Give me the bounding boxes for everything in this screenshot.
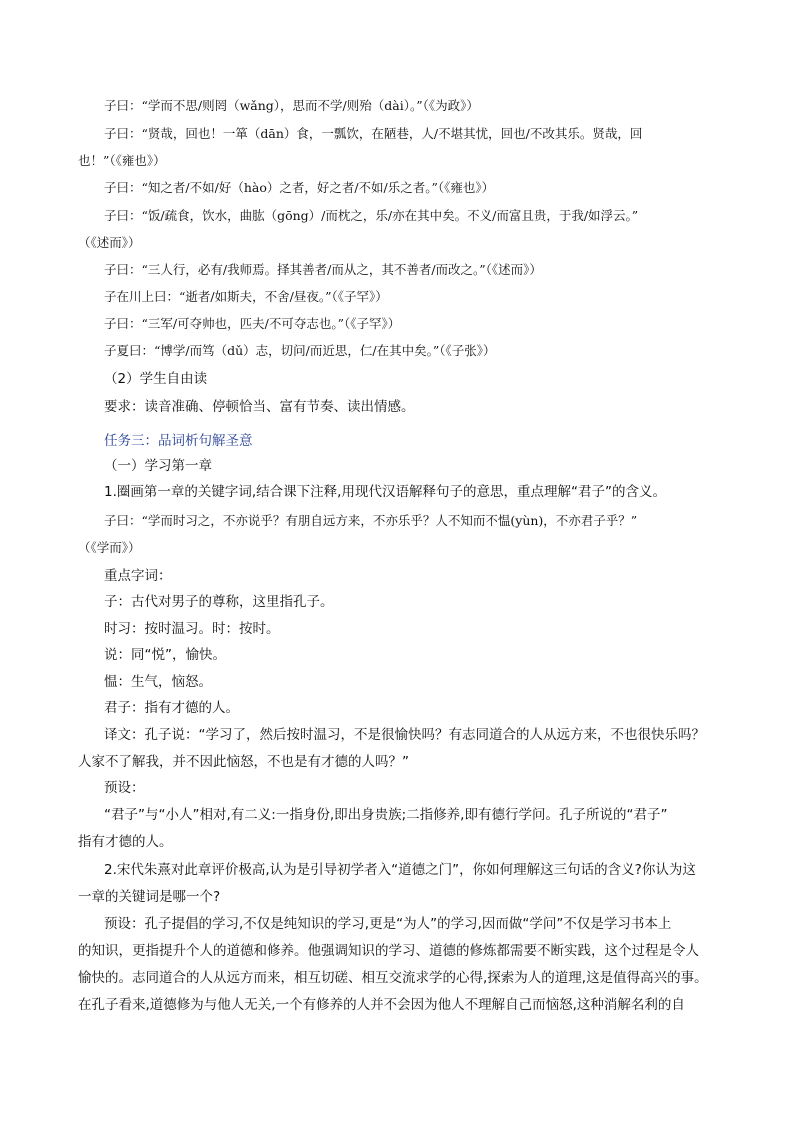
task-title: 任务三：品词析句解圣意 (104, 433, 253, 449)
key-word-item: 愠：生气，恼怒。 (104, 674, 212, 690)
preset-2-line-2: 的知识，更指提升个人的道德和修养。他强调知识的学习、道德的修炼都需要不断实践，这个过程是令人 (78, 943, 699, 959)
chapter-1-quote-line-2: （《学而》） (78, 540, 141, 555)
quote-line-4: 子曰：“知之者/不如/好（hào）之者，好之者/不如/乐之者。”（《雍也》） (104, 180, 495, 195)
question-1: 1.圈画第一章的关键字词,结合课下注释,用现代汉语解释句子的意思，重点理解“君子”的含义。 (104, 484, 666, 500)
question-2-line-1: 2.宋代朱熹对此章评价极高,认为是引导初学者入“道德之门”，你如何理解这三句话的含义?你认为这 (104, 862, 696, 878)
key-words-title: 重点字词： (104, 568, 172, 584)
preset-2-line-4: 在孔子看来,道德修为与他人无关,一个有修养的人并不会因为他人不理解自己而恼怒,这种消解名利的自 (78, 997, 685, 1013)
key-word-item: 子：古代对男子的尊称，这里指孔子。 (104, 594, 334, 610)
quote-line-1: 子曰：“学而不思/则罔（wǎng），思而不学/则殆（dài）。”（《为政》） (104, 98, 479, 113)
preset-1-line-2: 指有才德的人。 (78, 834, 173, 850)
key-word-item: 时习：按时温习。时：按时。 (104, 621, 280, 637)
sub-section-title: （一）学习第一章 (104, 458, 212, 474)
preset-1-label: 预设： (104, 780, 145, 796)
quote-line-8: 子在川上曰：“逝者/如斯夫，不舍/昼夜。”（《子罕》） (104, 289, 388, 304)
preset-2-line-3: 愉快的。志同道合的人从远方而来，相互切磋、相互交流求学的心得,探索为人的道理,这是值得高兴的事。 (78, 970, 708, 986)
quote-line-5: 子曰：“饭/疏食，饮水，曲肱（gōng）/而枕之，乐/亦在其中矣。不义/而富且贵，于我/如浮云。” (104, 208, 639, 223)
quote-line-6: （《述而》） (78, 235, 141, 250)
free-read-requirement: 要求：读音准确、停顿恰当、富有节奏、读出情感。 (104, 399, 415, 415)
preset-1-line-1: “君子”与“小人”相对,有二义:一指身份,即出身贵族;二指修养,即有德行学问。孔子所说的“君子” (104, 807, 668, 823)
quote-line-2: 子曰：“贤哉，回也！一箪（dān）食，一瓢饮，在陋巷，人/不堪其忧，回也/不改其乐。贤哉，回 (104, 126, 643, 141)
quote-line-3: 也！”（《雍也》） (78, 153, 166, 168)
preset-2-line-1: 预设：孔子提倡的学习,不仅是纯知识的学习,更是“为人”的学习,因而做“学问”不仅是学习书本上 (104, 916, 672, 932)
translation-line-1: 译文：孔子说：“学习了，然后按时温习，不是很愉快吗？有志同道合的人从远方来，不也很快乐吗？ (104, 727, 705, 743)
quote-line-10: 子夏曰：“博学/而笃（dǔ）志，切问/而近思，仁/在其中矣。”（《子张》） (104, 343, 496, 358)
quote-line-9: 子曰：“三军/可夺帅也，匹夫/不可夺志也。”（《子罕》） (104, 316, 401, 331)
translation-line-2: 人家不了解我，并不因此恼怒，不也是有才德的人吗？” (78, 754, 409, 770)
chapter-1-quote-line-1: 子曰：“学而时习之，不亦说乎？有朋自远方来，不亦乐乎？人不知而不愠(yùn)，不亦君子乎？” (104, 513, 638, 528)
free-read-title: （2）学生自由读 (104, 371, 208, 387)
key-word-item: 君子：指有才德的人。 (104, 700, 239, 716)
key-word-item: 说：同“悦”，愉快。 (104, 647, 226, 663)
quote-line-7: 子曰：“三人行，必有/我师焉。择其善者/而从之，其不善者/而改之。”（《述而》） (104, 262, 542, 277)
question-2-line-2: 一章的关键词是哪一个? (78, 889, 221, 905)
